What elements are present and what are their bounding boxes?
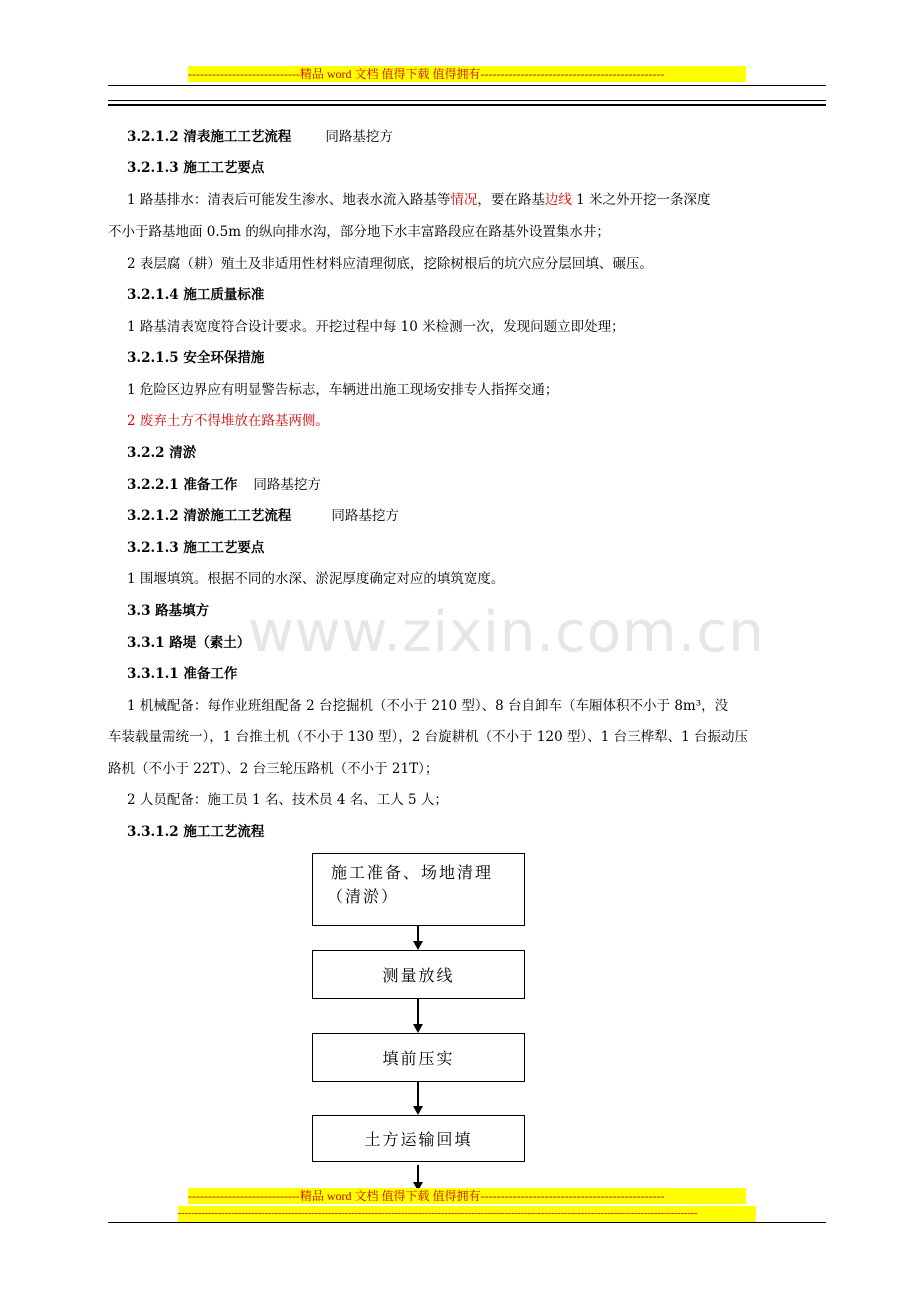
flow-step-text: （清淤） <box>327 887 400 906</box>
flow-step-backfill: 土方运输回填 <box>312 1115 525 1162</box>
flow-arrow <box>413 999 423 1033</box>
paragraph-machinery-cont1: 车装载量需统一），1 台推土机（不小于 130 型），2 台旋耕机（不小于 120 型）、1 台三桦犁、1 台振动压 <box>108 729 748 745</box>
paragraph-spoil: 2 废弃土方不得堆放在路基两侧。 <box>127 413 329 429</box>
header-banner: ----------------------------精品 word 文档 值得下载 值得拥有---------------------------------------------- <box>188 66 746 82</box>
paragraph-cofferdam: 1 围堰填筑。根据不同的水深、淤泥厚度确定对应的填筑宽度。 <box>127 571 505 587</box>
text-run: 1 米之外开挖一条深度 <box>571 192 711 208</box>
paragraph-drainage <box>127 190 711 210</box>
heading-note: 同路基挖方 <box>331 508 399 524</box>
heading-text: 3.2.1.2 清表施工工艺流程 <box>127 129 292 145</box>
heading-3-3-1-2: 3.3.1.2 施工工艺流程 <box>127 824 265 840</box>
flow-arrow <box>413 926 423 950</box>
paragraph-quality: 1 路基清表宽度符合设计要求。开挖过程中每 10 米检测一次，发现问题立即处理； <box>127 319 625 335</box>
highlight-red: 情况 <box>450 192 478 208</box>
heading-3-2-1-2 <box>127 127 393 147</box>
paragraph-machinery-cont2: 路机（不小于 22T）、2 台三轮压路机（不小于 21T）； <box>108 761 439 777</box>
paragraph-topsoil: 2 表层腐（耕）殖土及非适用性材料应清理彻底，挖除树根后的坑穴应分层回填、碾压。 <box>127 256 653 272</box>
paragraph-safety: 1 危险区边界应有明显警告标志，车辆进出施工现场安排专人指挥交通； <box>127 382 559 398</box>
text-run: ，要在路基 <box>477 192 545 208</box>
footer-banner: ----------------------------精品 word 文档 值得下载 值得拥有---------------------------------------------- <box>188 1188 746 1204</box>
flow-step-text: 施工准备、场地清理 <box>331 863 494 882</box>
flow-step-compact: 填前压实 <box>312 1033 525 1082</box>
flow-step-prepare <box>312 853 525 926</box>
watermark: www.zixin.com.cn <box>248 600 765 665</box>
paragraph-drainage-cont: 不小于路基地面 0.5m 的纵向排水沟，部分地下水丰富路段应在路基外设置集水井； <box>108 224 610 240</box>
flow-arrow <box>413 1082 423 1115</box>
heading-3-2-1-2-silt <box>127 506 399 526</box>
heading-note: 同路基挖方 <box>325 129 393 145</box>
heading-3-2-1-5: 3.2.1.5 安全环保措施 <box>127 350 265 366</box>
heading-3-3-1-1: 3.3.1.1 准备工作 <box>127 666 238 682</box>
heading-3-2-1-4: 3.2.1.4 施工质量标准 <box>127 287 265 303</box>
header-rule-double-bottom <box>108 104 826 106</box>
footer-dashes: ------------------------------------------------------------------------------------------------------------------------------------------------------------ <box>178 1206 756 1222</box>
paragraph-machinery: 1 机械配备：每作业班组配备 2 台挖掘机（不小于 210 型）、8 台自卸车（车厢体积不小于 8m³，没 <box>127 698 729 714</box>
header-rule-thin <box>108 85 826 86</box>
text-run: 1 路基排水：清表后可能发生渗水、地表水流入路基等 <box>127 192 451 208</box>
flow-step-survey: 测量放线 <box>312 950 525 999</box>
heading-text: 3.2.2.1 准备工作 <box>127 477 238 493</box>
heading-note: 同路基挖方 <box>253 477 321 493</box>
heading-text: 3.2.1.2 清淤施工工艺流程 <box>127 508 292 524</box>
paragraph-personnel: 2 人员配备：施工员 1 名、技术员 4 名、工人 5 人； <box>127 792 448 808</box>
header-rule-double-top <box>108 100 826 101</box>
highlight-red: 边线 <box>544 192 572 208</box>
heading-3-3: 3.3 路基填方 <box>127 603 210 619</box>
heading-3-3-1: 3.3.1 路堤（素土） <box>127 635 251 651</box>
heading-3-2-1-3-silt: 3.2.1.3 施工工艺要点 <box>127 540 265 556</box>
heading-3-2-2-1 <box>127 475 321 495</box>
footer-rule <box>108 1222 826 1223</box>
heading-3-2-1-3: 3.2.1.3 施工工艺要点 <box>127 160 265 176</box>
heading-3-2-2: 3.2.2 清淤 <box>127 445 197 461</box>
